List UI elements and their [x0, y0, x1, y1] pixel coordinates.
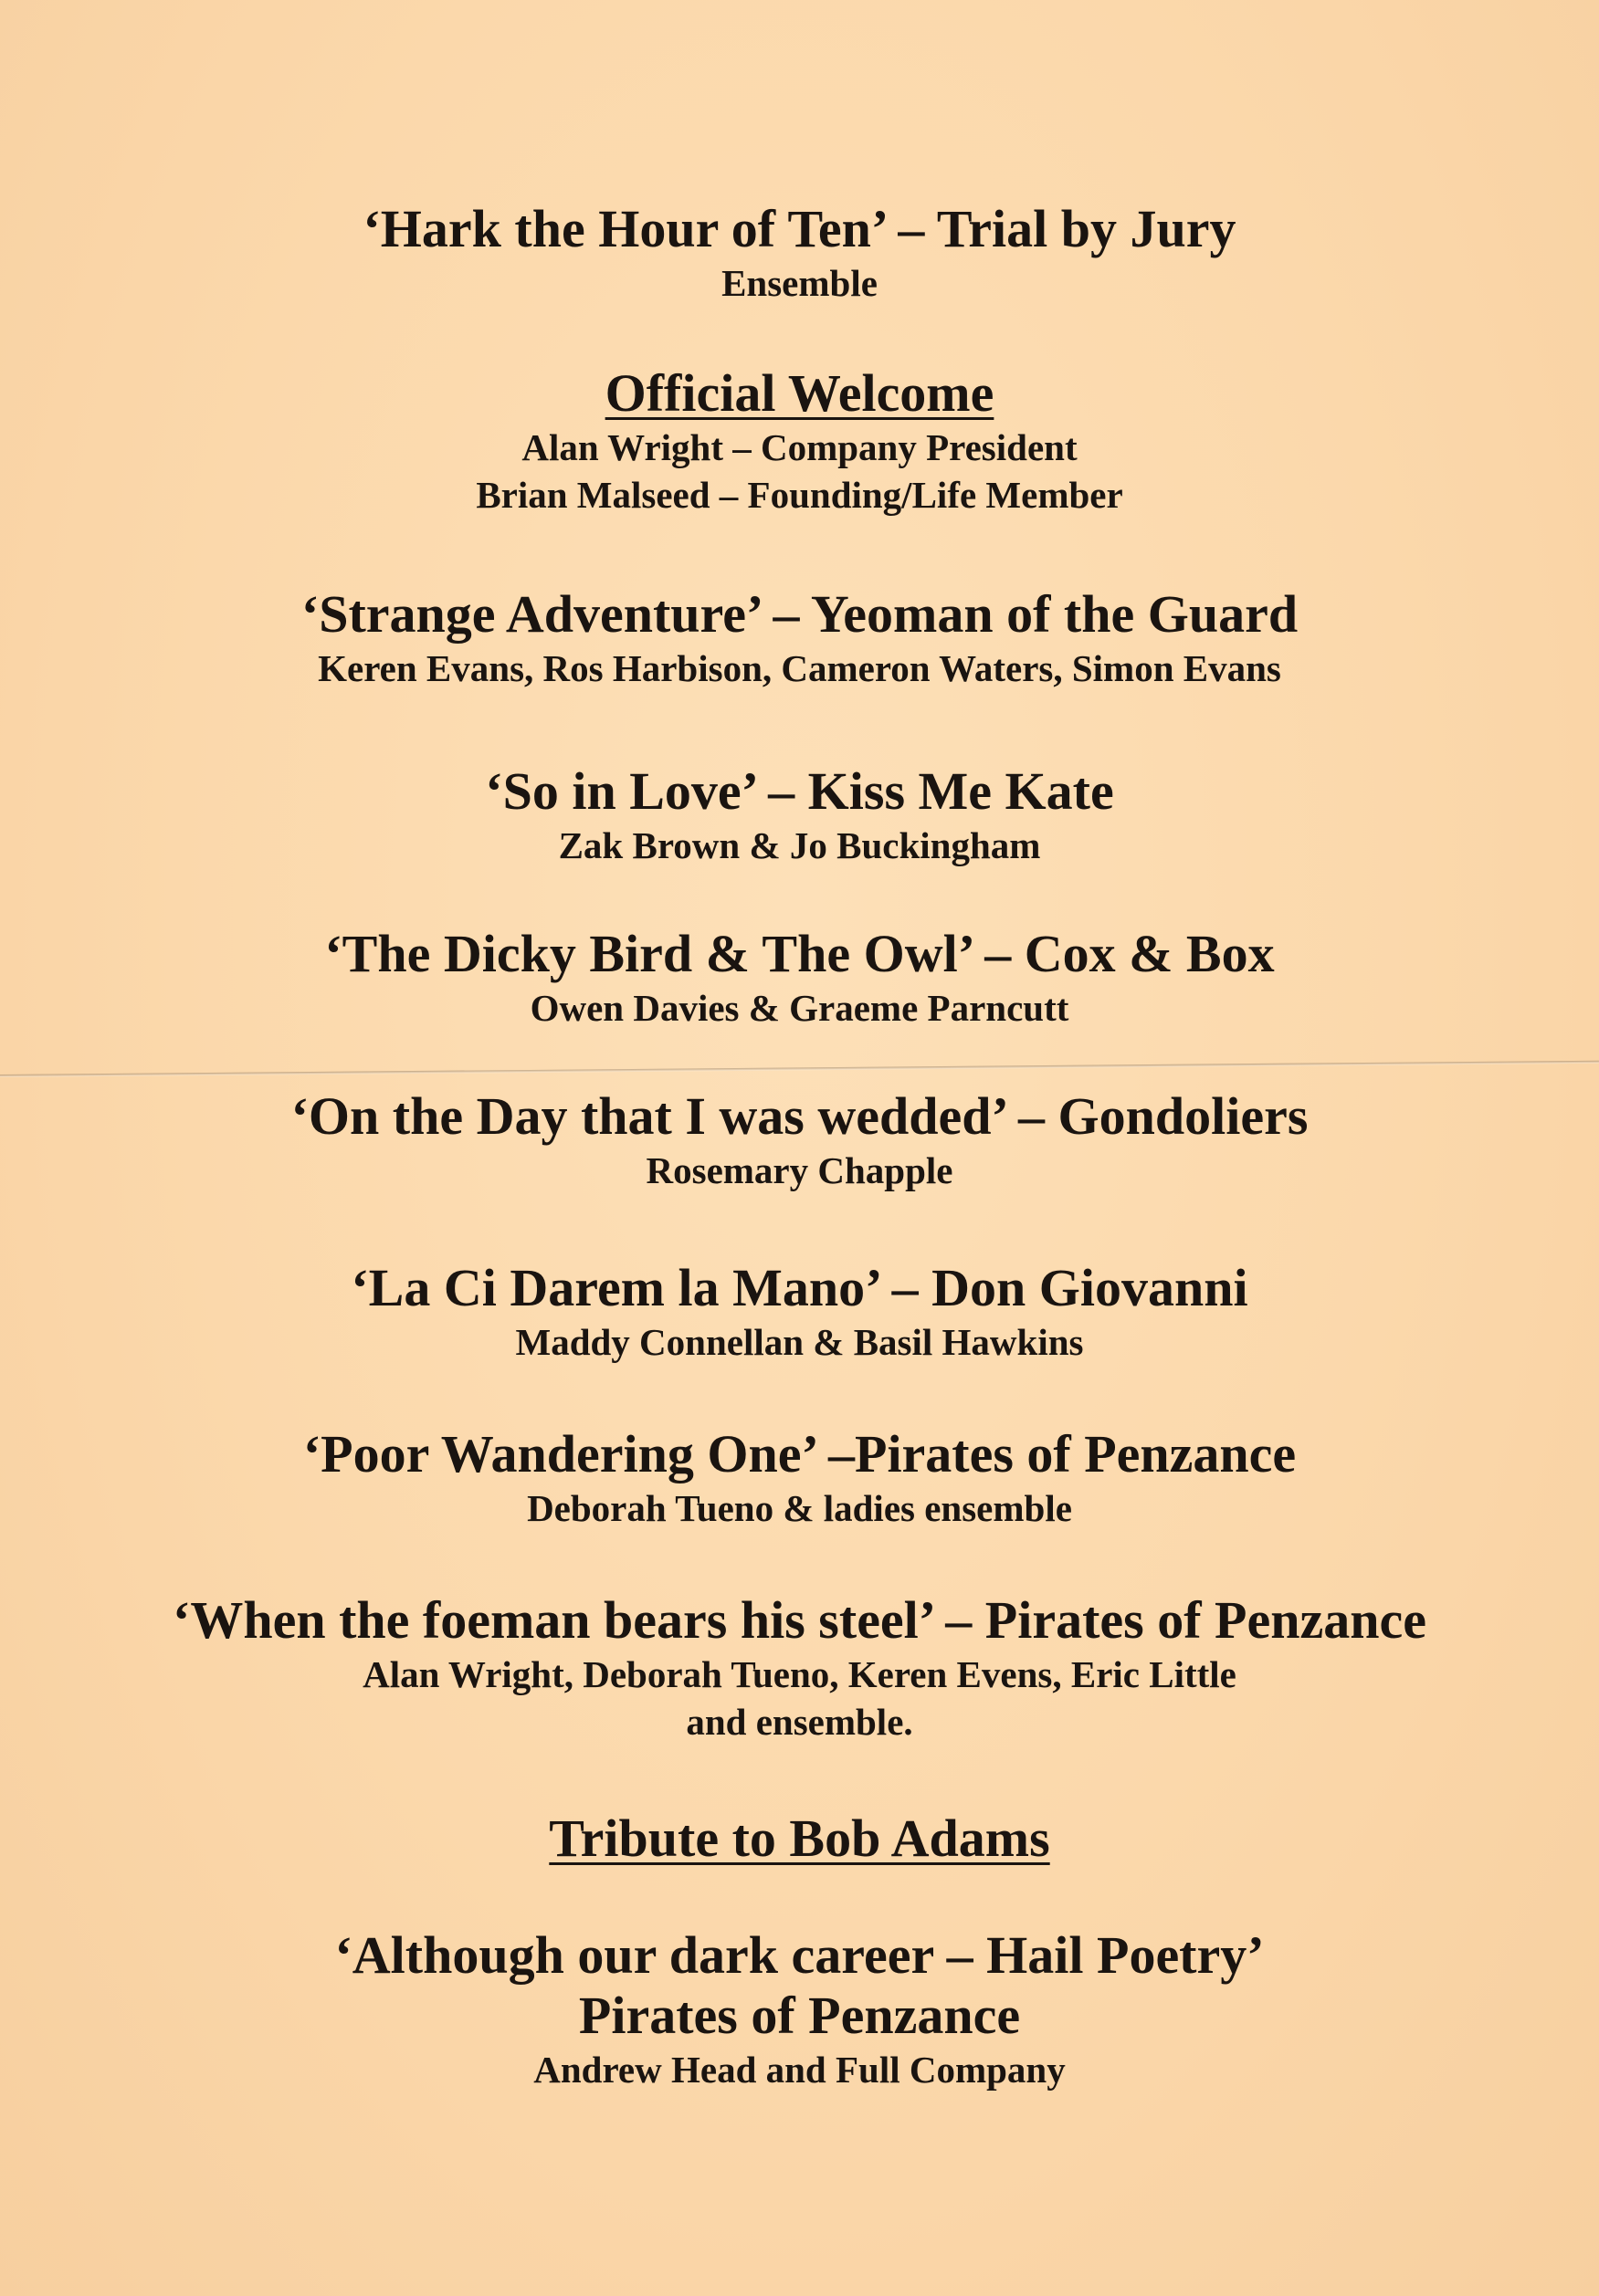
song-title: ‘The Dicky Bird & The Owl’ – Cox & Box — [324, 924, 1275, 983]
programme-item-11 — [0, 1925, 1599, 2093]
programme-item-7 — [0, 1258, 1599, 1366]
show-name: Pirates of Penzance — [578, 1986, 1021, 2045]
performers-line: and ensemble. — [686, 1701, 913, 1743]
performers-line: Maddy Connellan & Basil Hawkins — [515, 1321, 1084, 1363]
programme-item-8 — [0, 1424, 1599, 1532]
section-heading: Tribute to Bob Adams — [549, 1808, 1050, 1868]
programme-item-5 — [0, 924, 1599, 1032]
song-title: ‘Strange Adventure’ – Yeoman of the Guard — [300, 584, 1299, 644]
song-title: ‘Hark the Hour of Ten’ – Trial by Jury — [363, 199, 1236, 258]
song-title: ‘On the Day that I was wedded’ – Gondoliers — [290, 1086, 1309, 1146]
performers-line: Deborah Tueno & ladies ensemble — [527, 1487, 1072, 1529]
performers-line: Rosemary Chapple — [646, 1149, 953, 1191]
programme-item-3 — [0, 584, 1599, 692]
section-heading: Official Welcome — [605, 363, 994, 423]
programme-item-6 — [0, 1086, 1599, 1194]
song-title: ‘Poor Wandering One’ –Pirates of Penzance — [302, 1424, 1297, 1483]
programme-item-10 — [0, 1808, 1599, 1869]
performers-line: Brian Malseed – Founding/Life Member — [476, 474, 1123, 516]
performers-line: Zak Brown & Jo Buckingham — [558, 824, 1041, 866]
performers-line: Ensemble — [721, 262, 878, 304]
song-title: ‘La Ci Darem la Mano’ – Don Giovanni — [351, 1258, 1248, 1317]
programme-item-4 — [0, 761, 1599, 869]
performers-line: Andrew Head and Full Company — [533, 2049, 1066, 2091]
paper-fold-crease — [0, 1061, 1599, 1077]
programme-item-1 — [0, 199, 1599, 307]
performers-line: Alan Wright, Deborah Tueno, Keren Evens, Eric Little — [363, 1653, 1236, 1695]
song-title: ‘When the foeman bears his steel’ – Pirates of Penzance — [173, 1590, 1426, 1650]
performers-line: Keren Evans, Ros Harbison, Cameron Waters, Simon Evans — [318, 647, 1281, 689]
programme-item-2 — [0, 363, 1599, 519]
song-title: ‘So in Love’ – Kiss Me Kate — [485, 761, 1114, 821]
performers-line: Alan Wright – Company President — [521, 426, 1078, 468]
song-title: ‘Although our dark career – Hail Poetry’ — [334, 1925, 1265, 1985]
performers-line: Owen Davies & Graeme Parncutt — [530, 987, 1069, 1029]
programme-item-9 — [0, 1590, 1599, 1746]
